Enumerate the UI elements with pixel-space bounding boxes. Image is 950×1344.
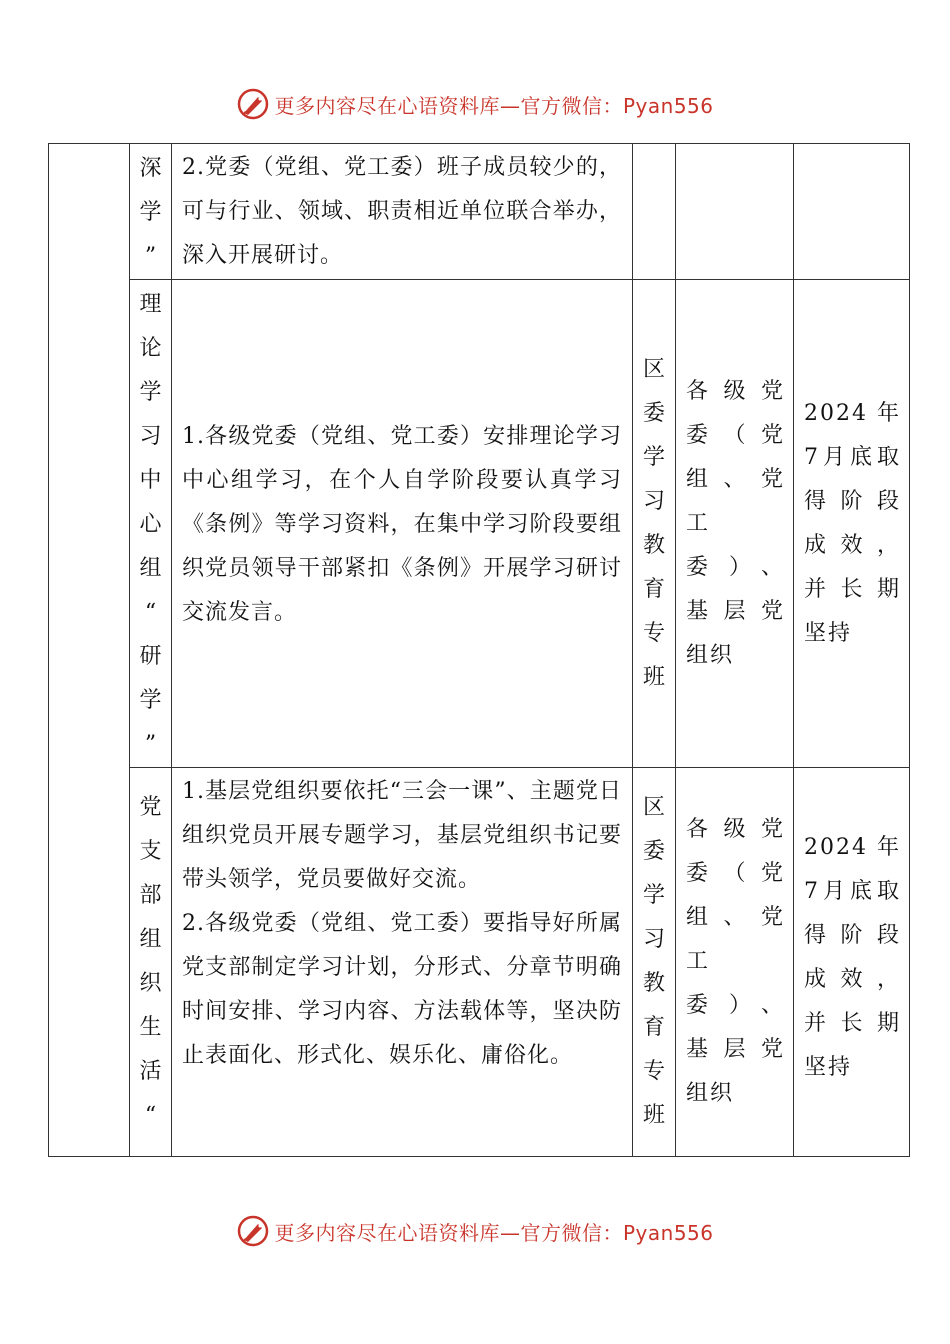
- category-char: 生: [139, 1015, 162, 1040]
- dept-char: 习: [642, 488, 665, 514]
- dept-cell: [633, 768, 676, 1157]
- responsible-line: 各级党: [686, 378, 785, 404]
- category-char: 部: [139, 883, 162, 908]
- dept-char: 教: [642, 532, 665, 558]
- responsible-line: 基层党: [686, 1037, 785, 1062]
- time-line: 并长期: [804, 1011, 901, 1036]
- content-cell: [172, 144, 633, 280]
- responsible-line: 委（党: [686, 861, 785, 886]
- responsible-line: 各级党: [686, 817, 785, 842]
- responsible-line: 组、党: [686, 466, 785, 492]
- category-char: 组: [139, 927, 162, 952]
- work-plan-table: [48, 143, 910, 1157]
- category-char: 学: [139, 380, 162, 405]
- table-row: [49, 144, 910, 280]
- responsible-line: 组织: [686, 1081, 735, 1106]
- pen-nib-logo-icon: [236, 1214, 270, 1248]
- responsible-cell: [676, 144, 794, 280]
- responsible-line: 组织: [686, 642, 735, 668]
- category-char: 中: [139, 468, 162, 493]
- dept-char: 育: [642, 576, 665, 602]
- dept-char: 习: [642, 927, 665, 952]
- category-char: 活: [139, 1059, 162, 1084]
- responsible-cell: [676, 280, 794, 768]
- category-char: 支: [139, 839, 162, 864]
- responsible-line: 工: [686, 949, 711, 974]
- pen-nib-logo-icon: [236, 87, 270, 121]
- dept-char: 学: [642, 883, 665, 908]
- category-char: 学: [139, 200, 162, 225]
- dept-char: 区: [642, 356, 665, 382]
- category-char: 组: [139, 556, 162, 581]
- responsible-line: 委）、: [686, 993, 785, 1018]
- category-char: 研: [139, 644, 162, 669]
- dept-cell: [633, 280, 676, 768]
- dept-char: 班: [642, 1103, 665, 1128]
- time-line: 7月底取: [804, 444, 901, 470]
- responsible-line: 委（党: [686, 422, 785, 448]
- time-line: 2024 年: [804, 835, 901, 860]
- category-char: 深: [139, 156, 162, 181]
- dept-cell: [633, 144, 676, 280]
- dept-char: 专: [642, 620, 665, 646]
- header-watermark-banner: [0, 84, 950, 124]
- category-cell: [130, 280, 172, 768]
- category-char: 习: [139, 424, 162, 449]
- category-char: 织: [139, 971, 162, 996]
- time-cell: [794, 768, 910, 1157]
- category-char: 学: [139, 688, 162, 713]
- dept-char: 区: [642, 795, 665, 820]
- category-char: “: [144, 600, 157, 625]
- content-cell: [172, 768, 633, 1157]
- time-line: 成效，: [804, 967, 901, 992]
- category-char: 理: [139, 292, 162, 317]
- time-line: 2024 年: [804, 400, 901, 426]
- dept-char: 育: [642, 1015, 665, 1040]
- category-char: 党: [139, 795, 162, 820]
- content-cell: [172, 280, 633, 768]
- category-char: 论: [139, 336, 162, 361]
- responsible-cell: [676, 768, 794, 1157]
- responsible-line: 基层党: [686, 598, 785, 624]
- content-paragraph: 1.基层党组织要依托“三会一课”、主题党日组织党员开展专题学习，基层党组织书记要带头领学，党员要做好交流。: [182, 779, 622, 892]
- category-char: 心: [139, 512, 162, 537]
- merged-first-column-cell: [49, 144, 130, 1157]
- category-char: ”: [144, 732, 157, 757]
- dept-char: 班: [642, 664, 665, 690]
- content-paragraph: 2.党委（党组、党工委）班子成员较少的，可与行业、领域、职责相近单位联合举办，深入开展研讨。: [182, 155, 622, 268]
- responsible-line: 组、党: [686, 905, 785, 930]
- responsible-line: 工: [686, 510, 711, 536]
- time-line: 并长期: [804, 576, 901, 602]
- category-char: “: [144, 1103, 157, 1128]
- dept-char: 学: [642, 444, 665, 470]
- footer-watermark-banner: [0, 1211, 950, 1251]
- table-row: [49, 280, 910, 768]
- category-cell: [130, 144, 172, 280]
- time-line: 7月底取: [804, 879, 901, 904]
- time-line: 坚持: [804, 1055, 853, 1080]
- time-line: 得阶段: [804, 488, 901, 514]
- table-row: [49, 768, 910, 1157]
- time-line: 得阶段: [804, 923, 901, 948]
- dept-char: 教: [642, 971, 665, 996]
- category-cell: [130, 768, 172, 1157]
- category-char: ”: [144, 244, 157, 269]
- time-line: 坚持: [804, 620, 853, 646]
- dept-char: 专: [642, 1059, 665, 1084]
- time-cell: [794, 144, 910, 280]
- content-paragraph: 1.各级党委（党组、党工委）安排理论学习中心组学习，在个人自学阶段要认真学习《条例》等学习资料，在集中学习阶段要组织党员领导干部紧扣《条例》开展学习研讨交流发言。: [182, 423, 622, 625]
- dept-char: 委: [642, 839, 665, 864]
- banner-text: 更多内容尽在心语资料库—官方微信：Pyan556: [274, 1220, 714, 1245]
- responsible-line: 委）、: [686, 554, 785, 580]
- time-cell: [794, 280, 910, 768]
- dept-char: 委: [642, 400, 665, 426]
- content-paragraph: 2.各级党委（党组、党工委）要指导好所属党支部制定学习计划，分形式、分章节明确时间安排、学习内容、方法载体等，坚决防止表面化、形式化、娱乐化、庸俗化。: [182, 911, 622, 1068]
- banner-text: 更多内容尽在心语资料库—官方微信：Pyan556: [274, 93, 714, 118]
- time-line: 成效，: [804, 532, 901, 558]
